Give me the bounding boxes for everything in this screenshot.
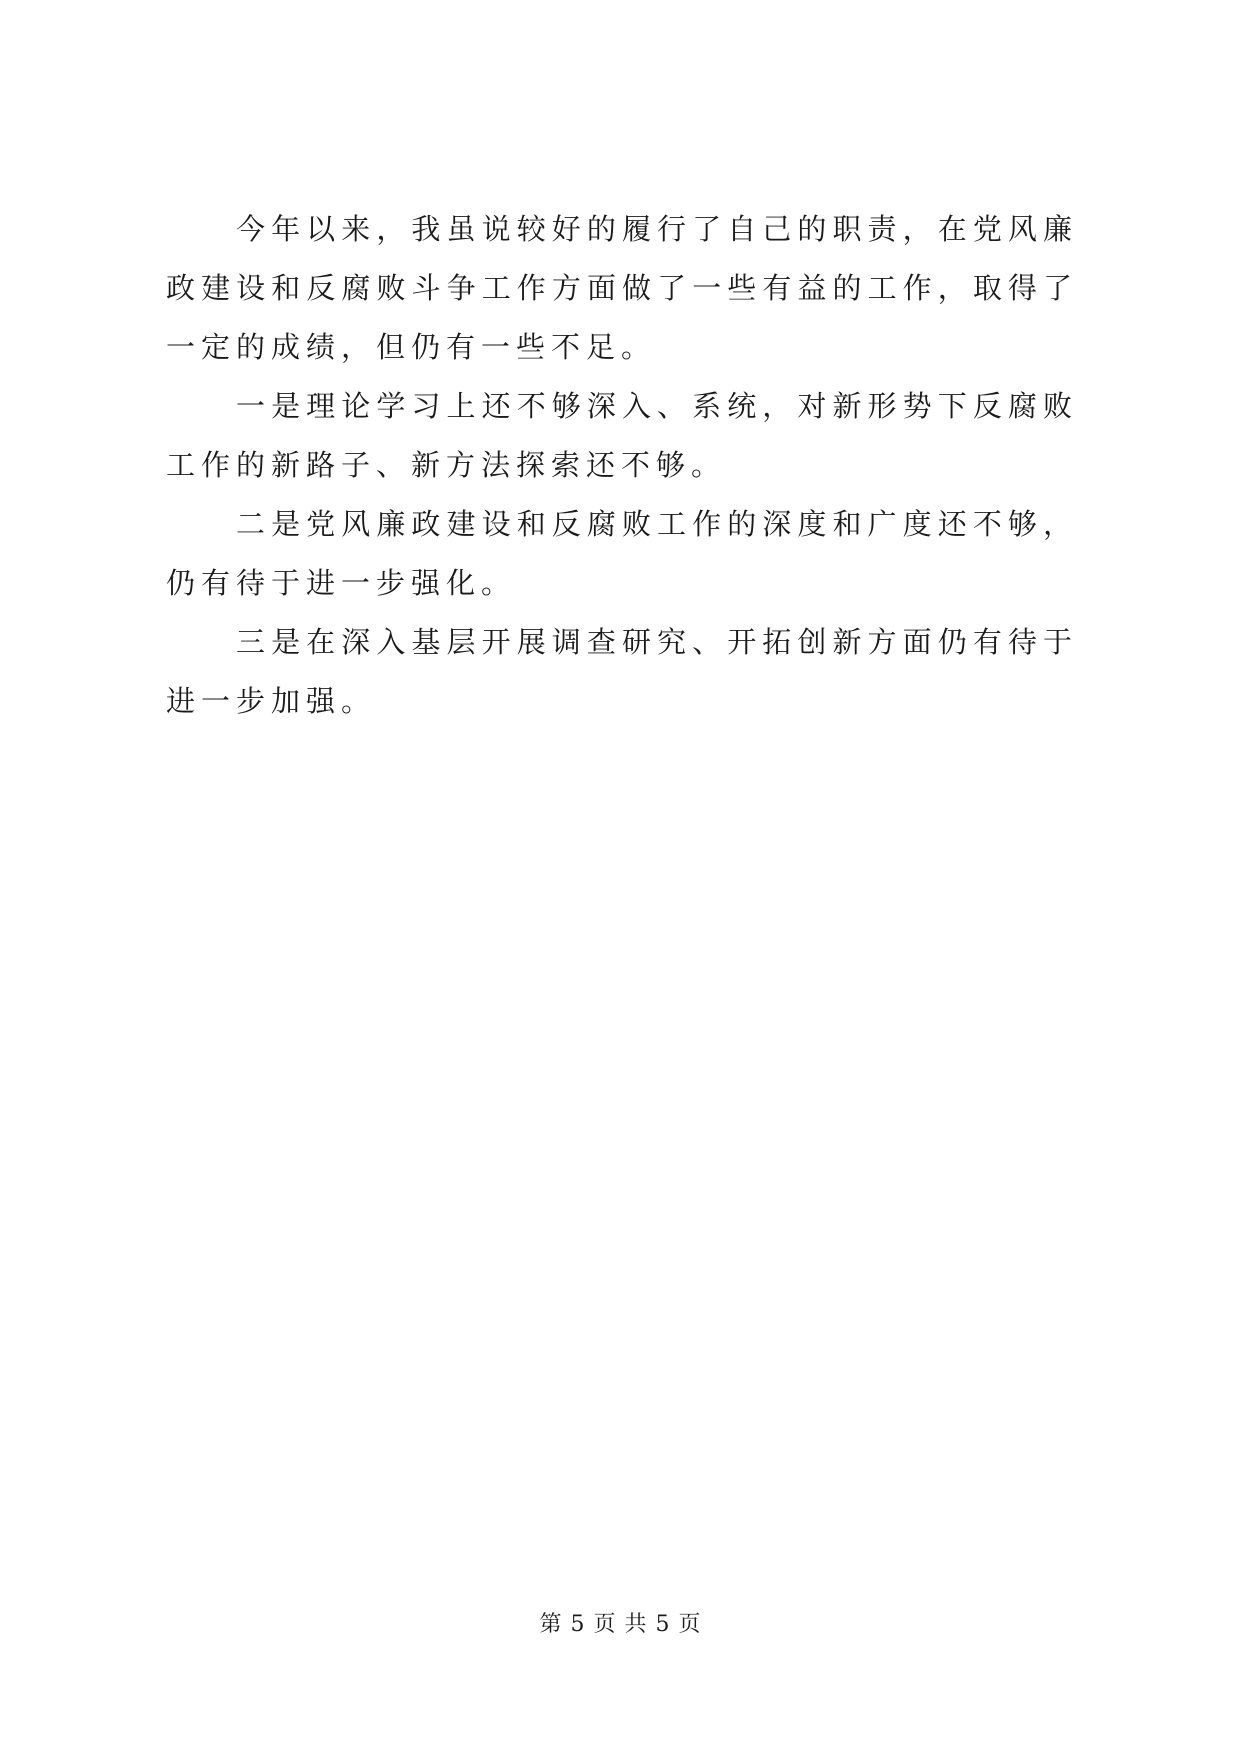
paragraph-point-1: 一是理论学习上还不够深入、系统，对新形势下反腐败工作的新路子、新方法探索还不够。 xyxy=(166,389,1078,482)
paragraph-summary: 今年以来，我虽说较好的履行了自己的职责，在党风廉政建设和反腐败斗争工作方面做了一些有益的工作，取得了一定的成绩，但仍有一些不足。 xyxy=(166,212,1078,364)
document-body xyxy=(166,200,1078,731)
page-number-footer: 第 5 页 共 5 页 xyxy=(539,1612,702,1637)
paragraph-point-2: 二是党风廉政建设和反腐败工作的深度和广度还不够，仍有待于进一步强化。 xyxy=(166,507,1078,600)
paragraph-point-3: 三是在深入基层开展调查研究、开拓创新方面仍有待于进一步加强。 xyxy=(166,625,1078,718)
